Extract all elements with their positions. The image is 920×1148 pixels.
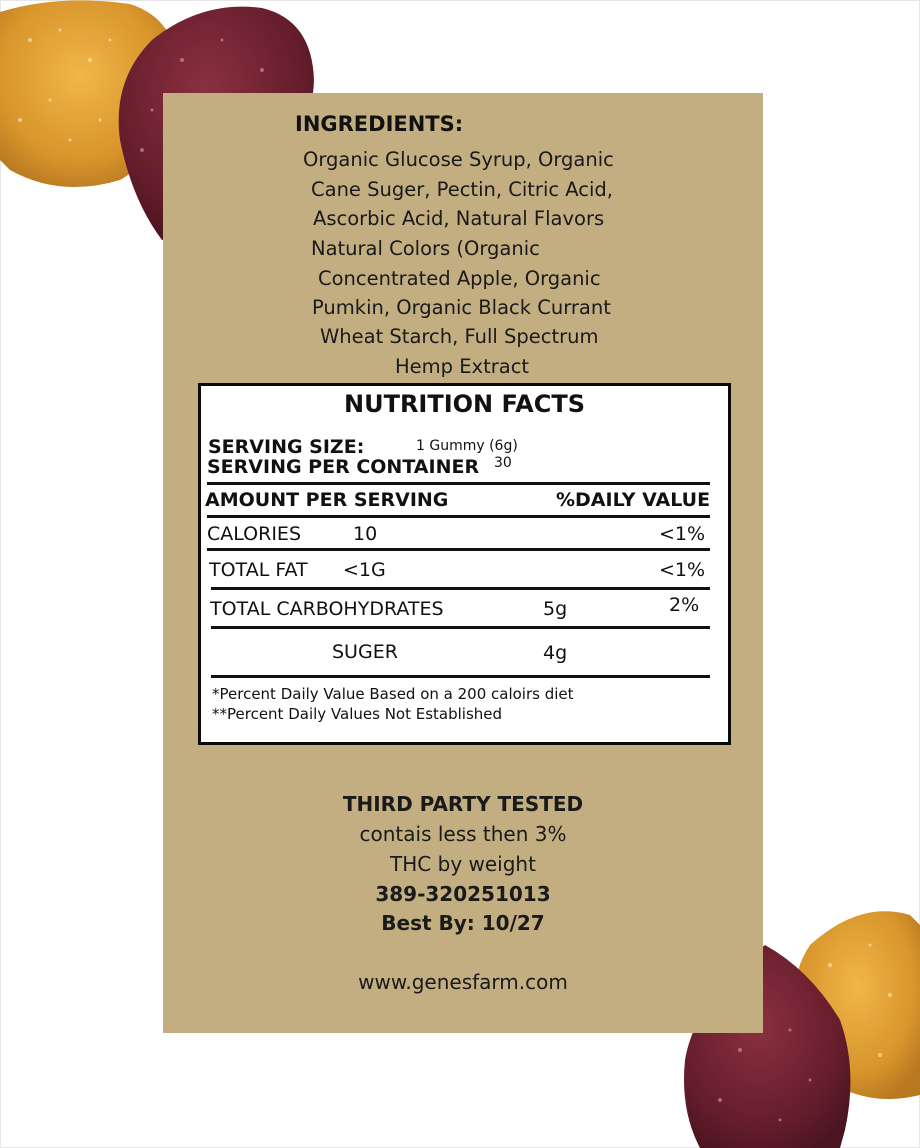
ingredients-line: Natural Colors (Organic: [311, 237, 540, 260]
ingredients-line: Ascorbic Acid, Natural Flavors: [313, 207, 605, 230]
footnote: **Percent Daily Values Not Established: [212, 705, 503, 723]
website-link[interactable]: www.genesfarm.com: [358, 970, 568, 994]
row-label: CALORIES: [207, 523, 301, 545]
servings-per-container-label: SERVING PER CONTAINER: [207, 456, 480, 478]
amount-per-serving-header: AMOUNT PER SERVING: [205, 489, 449, 511]
divider: [211, 626, 710, 629]
row-amount: 10: [353, 523, 378, 545]
ingredients-line: Concentrated Apple, Organic: [318, 267, 601, 290]
serving-size-label: SERVING SIZE:: [208, 436, 365, 458]
third-party-tested: THIRD PARTY TESTED: [342, 792, 584, 816]
row-label: TOTAL FAT: [209, 559, 308, 581]
row-daily-value: <1%: [659, 559, 706, 581]
row-amount: <1G: [343, 559, 386, 581]
serving-size-value: 1 Gummy (6g): [416, 438, 518, 454]
row-label: TOTAL CARBOHYDRATES: [210, 598, 444, 620]
ingredients-line: Wheat Starch, Full Spectrum: [320, 325, 599, 348]
ingredients-line: Cane Suger, Pectin, Citric Acid,: [311, 178, 613, 201]
row-daily-value: 2%: [669, 594, 700, 616]
batch-number: 389-320251013: [375, 882, 551, 906]
best-by-date: Best By: 10/27: [381, 911, 545, 935]
thc-statement-line-1: contais less then 3%: [359, 822, 567, 846]
ingredients-line: Hemp Extract: [395, 355, 530, 378]
divider: [207, 548, 710, 551]
nutrition-facts-box: [198, 383, 731, 745]
nutrition-facts-title: NUTRITION FACTS: [344, 390, 585, 418]
ingredients-title: INGREDIENTS:: [295, 112, 464, 136]
ingredients-line: Pumkin, Organic Black Currant: [312, 296, 611, 319]
daily-value-header: %DAILY VALUE: [556, 489, 711, 511]
thc-statement-line-2: THC by weight: [390, 852, 536, 876]
footnote: *Percent Daily Value Based on a 200 caloirs diet: [212, 685, 574, 703]
divider: [211, 587, 710, 590]
row-label: SUGER: [332, 641, 398, 663]
ingredients-line: Organic Glucose Syrup, Organic: [303, 148, 614, 171]
servings-per-container-value: 30: [494, 455, 512, 471]
divider: [211, 675, 710, 678]
divider: [207, 515, 710, 518]
row-amount: 4g: [543, 642, 568, 664]
row-daily-value: <1%: [659, 523, 706, 545]
divider: [207, 482, 710, 485]
row-amount: 5g: [543, 598, 568, 620]
